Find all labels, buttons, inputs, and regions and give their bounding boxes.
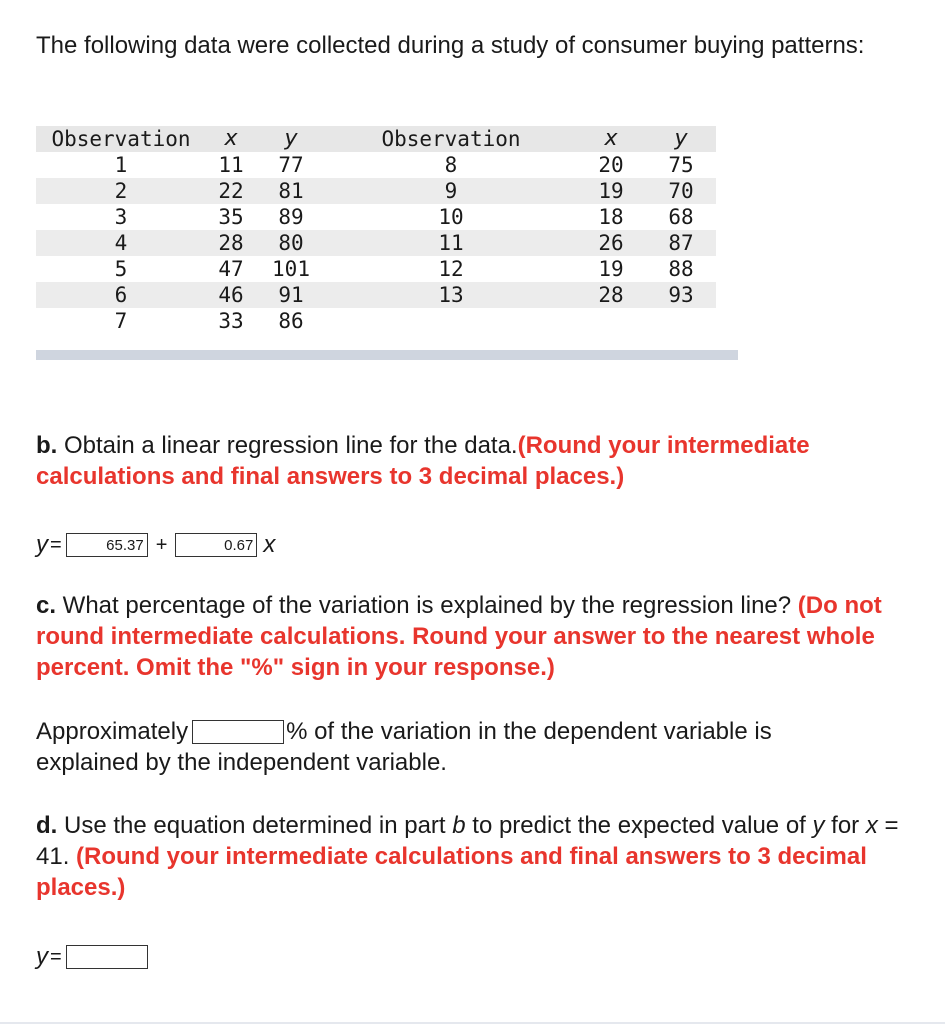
part-b-plus: + xyxy=(155,534,168,556)
table-row xyxy=(36,308,716,334)
part-b-text: Obtain a linear regression line for the data. xyxy=(57,432,518,459)
part-b-question xyxy=(36,430,906,492)
cell-x: 28 xyxy=(206,230,256,256)
header-x-2: x xyxy=(576,126,646,152)
part-d-text-4: = 41. xyxy=(36,812,899,870)
part-d-eq-y: y xyxy=(36,943,48,970)
part-c-answer-suffix: % of the variation in the dependent variable is xyxy=(286,718,772,745)
cell-obs xyxy=(326,308,576,334)
cell-obs: 4 xyxy=(36,230,206,256)
cell-obs: 10 xyxy=(438,205,464,229)
cell-y: 88 xyxy=(668,257,694,281)
header-x-1: x xyxy=(206,126,256,152)
cell-y: 86 xyxy=(278,309,304,333)
cell-obs: 1 xyxy=(114,153,128,177)
table-row xyxy=(36,256,716,282)
cell-obs: 11 xyxy=(326,230,576,256)
cell-x: 18 xyxy=(598,205,624,229)
part-b-equation xyxy=(36,530,275,560)
cell-obs: 13 xyxy=(326,282,576,308)
part-c-question xyxy=(36,590,906,683)
slope-input[interactable]: 0.67 xyxy=(175,533,257,557)
header-y-1: y xyxy=(256,126,326,152)
cell-y: 89 xyxy=(278,205,304,229)
percentage-input[interactable] xyxy=(192,720,284,744)
header-observation-1: Observation xyxy=(36,126,206,152)
cell-obs: 3 xyxy=(114,205,128,229)
cell-y: 81 xyxy=(256,178,326,204)
header-y-2: y xyxy=(646,126,716,152)
cell-obs: 9 xyxy=(326,178,576,204)
table-row xyxy=(36,178,716,204)
cell-y: 91 xyxy=(256,282,326,308)
cell-x: 33 xyxy=(218,309,244,333)
cell-obs: 2 xyxy=(36,178,206,204)
part-c-text: What percentage of the variation is explained by the regression line? xyxy=(56,592,798,619)
cell-x: 20 xyxy=(598,153,624,177)
part-d-instruction: (Round your intermediate calculations and final answers to 3 decimal places.) xyxy=(36,843,867,901)
prediction-input[interactable] xyxy=(66,945,148,969)
table-header-row xyxy=(36,126,716,152)
part-c-instruction: (Do not round intermediate calculations. Round your answer to the nearest whole percent. Omit the "%" sign in your response.) xyxy=(36,592,882,681)
cell-obs: 5 xyxy=(114,257,128,281)
part-d-text-1: Use the equation determined in part xyxy=(57,812,453,839)
part-d-part-ref: b xyxy=(452,812,466,839)
part-d-equation xyxy=(36,942,148,972)
cell-y: 77 xyxy=(278,153,304,177)
part-d-question xyxy=(36,810,906,903)
cell-y xyxy=(646,308,716,334)
data-table-container xyxy=(36,126,738,360)
part-b-equals: = xyxy=(50,534,62,556)
part-b-instruction: (Round your intermediate calculations and final answers to 3 decimal places.) xyxy=(36,432,810,490)
cell-x: 11 xyxy=(218,153,244,177)
cell-y: 70 xyxy=(646,178,716,204)
data-table xyxy=(36,126,716,334)
part-b-y-var: y xyxy=(36,531,48,558)
part-d-y-var: y xyxy=(812,812,825,839)
cell-x: 22 xyxy=(206,178,256,204)
part-d-text-2: to predict the expected value of xyxy=(465,812,813,839)
header-observation-2: Observation xyxy=(326,126,576,152)
cell-y: 87 xyxy=(646,230,716,256)
part-d-equals: = xyxy=(50,946,62,968)
part-d-label: d. xyxy=(36,812,58,839)
cell-x: 46 xyxy=(206,282,256,308)
cell-obs: 7 xyxy=(114,309,128,333)
part-d-x-var: x xyxy=(865,812,878,839)
table-footer-bar xyxy=(36,350,738,360)
cell-obs: 8 xyxy=(444,153,458,177)
cell-x: 28 xyxy=(576,282,646,308)
part-c-answer xyxy=(36,716,906,778)
cell-obs: 6 xyxy=(36,282,206,308)
intercept-input[interactable]: 65.37 xyxy=(66,533,148,557)
cell-x: 19 xyxy=(576,178,646,204)
cell-y: 75 xyxy=(668,153,694,177)
cell-x: 19 xyxy=(598,257,624,281)
part-b-x-var: x xyxy=(263,531,276,558)
part-c-answer-prefix: Approximately xyxy=(36,718,189,745)
table-row xyxy=(36,282,716,308)
cell-y: 93 xyxy=(646,282,716,308)
table-row xyxy=(36,204,716,230)
part-c-label: c. xyxy=(36,592,57,619)
cell-y: 68 xyxy=(668,205,694,229)
cell-y: 80 xyxy=(256,230,326,256)
part-b-label: b. xyxy=(36,432,58,459)
part-c-answer-line2: explained by the independent variable. xyxy=(36,749,447,776)
cell-x xyxy=(576,308,646,334)
part-d-text-3: for xyxy=(824,812,866,839)
cell-x: 35 xyxy=(218,205,244,229)
cell-x: 47 xyxy=(218,257,244,281)
intro-text: The following data were collected during a study of consumer buying patterns: xyxy=(36,32,865,59)
table-row xyxy=(36,230,716,256)
cell-x: 26 xyxy=(576,230,646,256)
cell-y: 101 xyxy=(272,257,310,281)
cell-obs: 12 xyxy=(438,257,464,281)
table-row xyxy=(36,152,716,178)
